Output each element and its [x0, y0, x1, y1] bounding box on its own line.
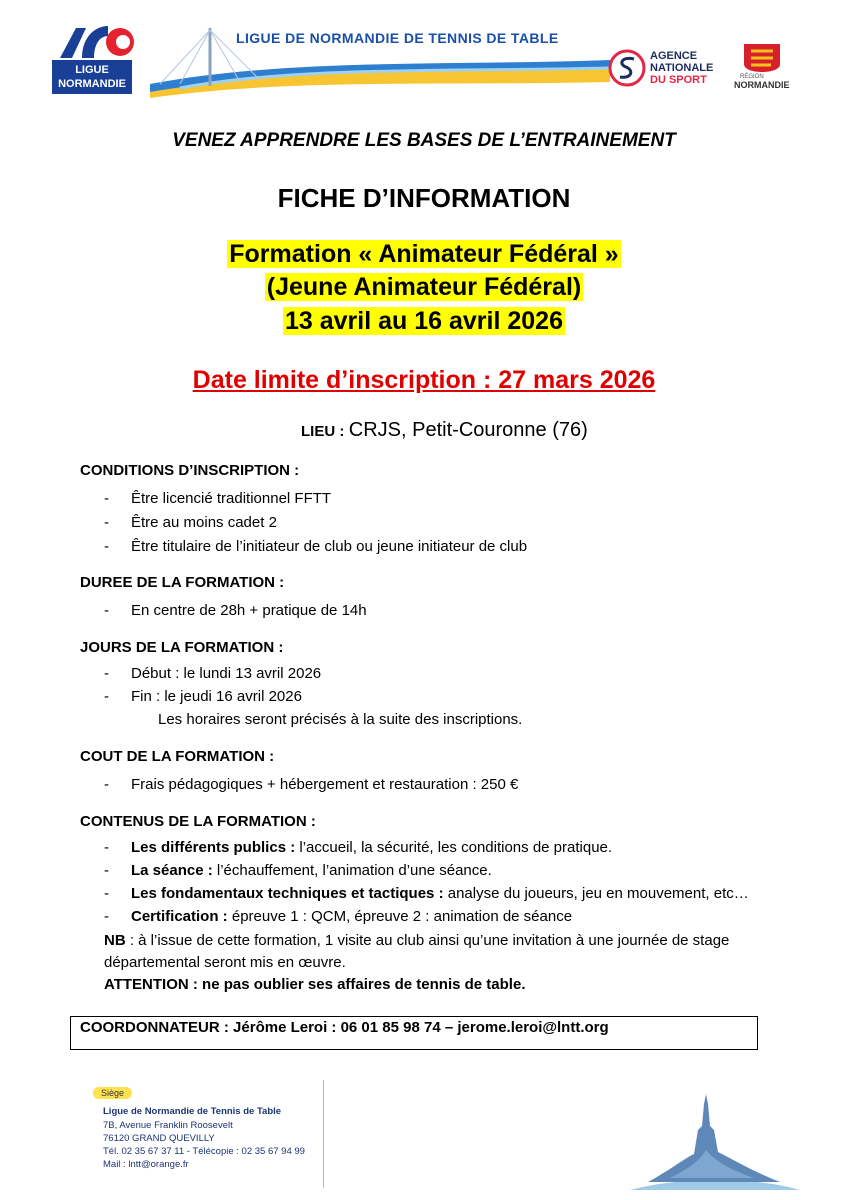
list-item: - En centre de 28h + pratique de 14h	[104, 602, 367, 619]
footer-email: Mail : lntt@orange.fr	[103, 1159, 189, 1170]
list-item-text: Être licencié traditionnel FFTT	[131, 490, 332, 507]
formation-title-line	[0, 238, 848, 270]
location-label: LIEU :	[301, 423, 345, 440]
formation-dates-line	[0, 305, 848, 337]
ligue-logo-mark	[52, 22, 138, 62]
list-item: - Être au moins cadet 2	[104, 514, 277, 531]
mont-saint-michel-image	[630, 1090, 800, 1192]
ans-logo-text	[650, 50, 713, 86]
list-item-text: Fin : le jeudi 16 avril 2026	[131, 688, 302, 705]
ans-line-2: NATIONALE	[650, 62, 714, 74]
normandy-flag-icon	[742, 42, 782, 74]
section-title-duree: DUREE DE LA FORMATION :	[80, 574, 285, 591]
list-item-text: épreuve 1 : QCM, épreuve 2 : animation de séance	[227, 908, 573, 925]
ans-line-3: DU SPORT	[650, 74, 707, 86]
footer-org-name: Ligue de Normandie de Tennis de Table	[103, 1106, 282, 1117]
nb-text: : à l’issue de cette formation, 1 visite au club ainsi qu’une invitation à une journée de stage	[125, 932, 730, 949]
list-item: - Être titulaire de l’initiateur de club ou jeune initiateur de club	[104, 538, 528, 555]
siege-badge: Siège	[93, 1087, 132, 1099]
location	[301, 419, 588, 442]
tagline: VENEZ APPRENDRE LES BASES DE L’ENTRAINEMENT	[172, 130, 676, 151]
list-item-text: l’accueil, la sécurité, les conditions de pratique.	[295, 839, 613, 856]
registration-deadline: Date limite d’inscription : 27 mars 2026	[192, 366, 656, 394]
list-item: - Être licencié traditionnel FFTT	[104, 490, 332, 507]
list-item-bold: Les différents publics :	[131, 839, 296, 856]
schedule-note: Les horaires seront précisés à la suite des inscriptions.	[158, 711, 523, 728]
list-item-text: analyse du joueurs, jeu en mouvement, etc…	[443, 885, 749, 902]
list-item-text: Être au moins cadet 2	[131, 514, 277, 531]
ans-line-1: AGENCE	[650, 50, 698, 62]
list-item: - Frais pédagogiques + hébergement et restauration : 250 €	[104, 776, 519, 793]
list-item: - La séance : l’échauffement, l’animation d’une séance.	[104, 862, 492, 879]
list-item: - Certification : épreuve 1 : QCM, épreuve 2 : animation de séance	[104, 908, 573, 925]
attention-note: ATTENTION : ne pas oublier ses affaires de tennis de table.	[104, 976, 526, 993]
ligue-logo-text: LIGUE NORMANDIE	[52, 60, 132, 94]
section-title-contenus: CONTENUS DE LA FORMATION :	[80, 813, 316, 830]
footer-phone: Tél. 02 35 67 37 11 - Télécopie : 02 35 67 94 99	[103, 1146, 305, 1157]
formation-title: Formation « Animateur Fédéral »	[229, 240, 619, 268]
location-value: CRJS, Petit-Couronne (76)	[348, 419, 588, 441]
list-item-bold: Les fondamentaux techniques et tactiques :	[131, 885, 444, 902]
league-title: LIGUE DE NORMANDIE DE TENNIS DE TABLE	[236, 30, 559, 46]
formation-subtitle-line	[0, 271, 848, 303]
list-item: - Les différents publics : l’accueil, la sécurité, les conditions de pratique.	[104, 839, 613, 856]
formation-subtitle: (Jeune Animateur Fédéral)	[266, 273, 582, 301]
list-item: - Début : le lundi 13 avril 2026	[104, 665, 322, 682]
list-item-text: l’échauffement, l’animation d’une séance.	[212, 862, 492, 879]
list-item-text: Être titulaire de l’initiateur de club ou jeune initiateur de club	[131, 538, 528, 555]
section-title-conditions: CONDITIONS D’INSCRIPTION :	[80, 462, 300, 479]
section-title-jours: JOURS DE LA FORMATION :	[80, 639, 284, 656]
section-title-cout: COUT DE LA FORMATION :	[80, 748, 275, 765]
list-item-text: Frais pédagogiques + hébergement et restauration : 250 €	[131, 776, 519, 793]
formation-dates: 13 avril au 16 avril 2026	[285, 307, 563, 335]
nb-note-continued: départemental seront mis en œuvre.	[104, 954, 346, 971]
list-item: - Les fondamentaux techniques et tactiques : analyse du joueurs, jeu en mouvement, etc…	[104, 885, 749, 902]
document-title: FICHE D’INFORMATION	[277, 183, 571, 213]
list-item-text: En centre de 28h + pratique de 14h	[131, 602, 367, 619]
list-item-text: Début : le lundi 13 avril 2026	[131, 665, 322, 682]
list-item-bold: Certification :	[131, 908, 228, 925]
nb-label: NB	[104, 932, 126, 949]
coordinator-contact: COORDONNATEUR : Jérôme Leroi : 06 01 85 98 74 – jerome.leroi@lntt.org	[80, 1019, 609, 1036]
region-normandie-logo	[732, 42, 794, 94]
footer-divider	[323, 1080, 324, 1188]
ans-logo-icon	[608, 48, 646, 88]
list-item-bold: La séance :	[131, 862, 213, 879]
region-small-label: RÉGION	[740, 74, 764, 80]
agence-nationale-sport-logo	[608, 48, 728, 90]
region-name: NORMANDIE	[734, 80, 790, 90]
nb-note	[104, 932, 729, 949]
footer-address: 7B, Avenue Franklin Roosevelt	[103, 1120, 233, 1131]
footer-city: 76120 GRAND QUEVILLY	[103, 1133, 215, 1144]
ligue-normandie-logo	[52, 22, 138, 92]
list-item: - Fin : le jeudi 16 avril 2026	[104, 688, 302, 705]
